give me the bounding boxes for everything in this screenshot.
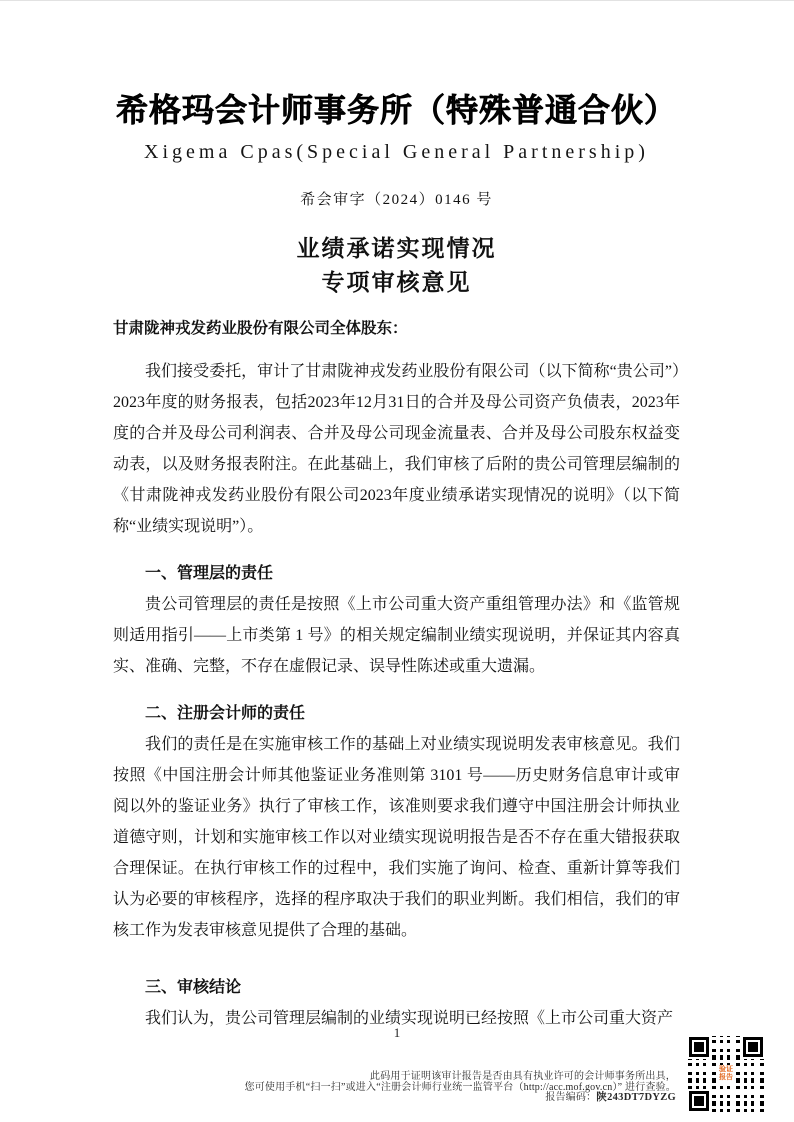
page-content	[0, 89, 794, 1034]
qr-finder-top-left-icon	[689, 1037, 709, 1057]
section-2-heading: 二、注册会计师的责任	[145, 705, 306, 722]
firm-name-chinese: 希格玛会计师事务所（特殊普通合伙）	[115, 92, 677, 128]
report-code: 陕243DT7DYZG	[596, 1092, 676, 1103]
report-title	[113, 231, 680, 299]
report-code-line	[206, 1093, 676, 1104]
report-title-line1: 业绩承诺实现情况	[296, 235, 497, 261]
section-2-body: 我们的责任是在实施审核工作的基础上对业绩实现说明发表审核意见。我们按照《中国注册会计师其他鉴证业务准则第 3101 号——历史财务信息审计或审阅以外的鉴证业务》执行了审核工作，该准则要求我们遵守中国注册会计师执业道德守则，计划和实施审核工作以对业绩实现说明报告是否不存在重大错报获取合理保证。在执行审核工作的过程中，我们实施了询问、检查、重新计算等我们认为必要的审核程序，选择的程序取决于我们的职业判断。我们相信，我们的审核工作为发表审核意见提供了合理的基础。	[113, 736, 680, 939]
qr-code	[688, 1036, 764, 1112]
qr-center-label: 验证报告	[719, 1066, 733, 1081]
section-1-body: 贵公司管理层的责任是按照《上市公司重大资产重组管理办法》和《监管规则适用指引——上市类第 1 号》的相关规定编制业绩实现说明，并保证其内容真实、准确、完整，不存在虚假记录、误导性陈述或重大遗漏。	[113, 596, 680, 675]
intro-paragraph: 我们接受委托，审计了甘肃陇神戎发药业股份有限公司（以下简称“贵公司”）2023年度的财务报表，包括2023年12月31日的合并及母公司资产负债表，2023年度的合并及母公司利润表、合并及母公司现金流量表、合并及母公司股东权益变动表，以及财务报表附注。在此基础上，我们审核了后附的贵公司管理层编制的《甘肃陇神戎发药业股份有限公司2023年度业绩承诺实现情况的说明》（以下简称“业绩实现说明”）。	[113, 363, 680, 535]
qr-finder-bottom-left-icon	[689, 1091, 709, 1111]
section-1-heading: 一、管理层的责任	[145, 565, 274, 582]
report-code-label: 报告编码：	[545, 1092, 597, 1103]
salutation: 甘肃陇神戎发药业股份有限公司全体股东：	[113, 320, 408, 337]
verification-note-line1: 此码用于证明该审计报告是否由具有执业许可的会计师事务所出具，	[370, 1071, 676, 1082]
verification-note-line2: 您可使用手机“扫一扫”或进入“注册会计师行业统一监管平台（http://acc.mof.gov.cn）” 进行查验。	[244, 1081, 676, 1093]
section-3-body: 我们认为，贵公司管理层编制的业绩实现说明已经按照《上市公司重大资产	[145, 1010, 674, 1027]
document-reference-number: 希会审字（2024）0146 号	[300, 192, 493, 208]
firm-name-english: Xigema Cpas(Special General Partnership)	[144, 141, 649, 163]
page-number: 1	[393, 1025, 401, 1040]
verification-note	[206, 1072, 676, 1104]
qr-finder-top-right-icon	[743, 1037, 763, 1057]
report-title-line2: 专项审核意见	[321, 269, 472, 295]
section-3-heading: 三、审核结论	[145, 979, 242, 996]
